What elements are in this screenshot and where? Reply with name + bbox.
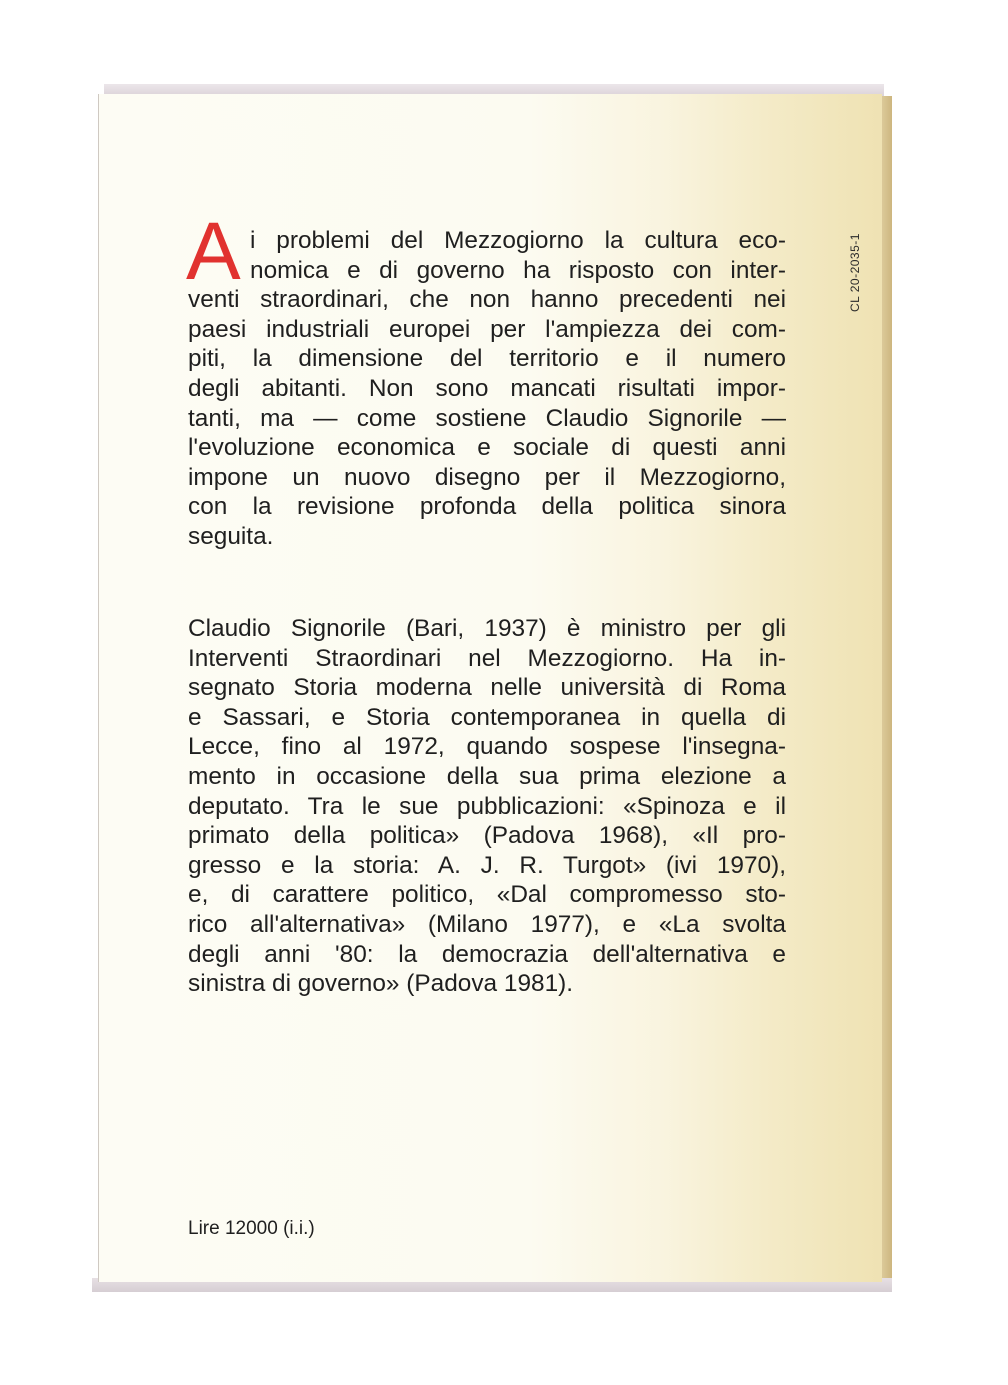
text-line: gresso e la storia: A. J. R. Turgot» (ivi 1970),	[188, 851, 786, 879]
text-line: mento in occasione della sua prima elezione a	[188, 762, 786, 790]
catalog-code: CL 20-2035-1	[848, 233, 862, 312]
text-line: Claudio Signorile (Bari, 1937) è ministro per gli	[188, 615, 786, 642]
drop-cap: A	[186, 206, 241, 297]
text-line: e, di carattere politico, «Dal compromesso sto-	[188, 881, 786, 909]
text-line: degli abitanti. Non sono mancati risultati impor-	[188, 374, 786, 402]
text-line: segnato Storia moderna nelle università di Roma	[188, 674, 786, 702]
text-line: degli anni '80: la democrazia dell'alternativa e	[188, 940, 786, 968]
text-line: sinistra di governo» (Padova 1981).	[188, 970, 574, 998]
text-line: primato della politica» (Padova 1968), «Il pro-	[188, 822, 786, 850]
text-line: paesi industriali europei per l'ampiezza dei com-	[188, 315, 786, 343]
text-line: Lecce, fino al 1972, quando sospese l'insegna-	[188, 733, 786, 761]
text-line: venti straordinari, che non hanno precedenti nei	[188, 286, 786, 314]
text-line: seguita.	[188, 522, 274, 550]
author-bio-paragraph	[188, 614, 786, 999]
text-line: nomica e di governo ha risposto con inter-	[250, 256, 786, 284]
text-line: deputato. Tra le sue pubblicazioni: «Spinoza e il	[188, 792, 786, 820]
description-paragraph	[188, 226, 786, 552]
text-line: impone un nuovo disegno per il Mezzogiorno,	[188, 463, 786, 491]
text-line: rico all'alternativa» (Milano 1977), e «La svolta	[188, 910, 786, 938]
text-line: e Sassari, e Storia contemporanea in quella di	[188, 703, 786, 731]
text-line: piti, la dimensione del territorio e il numero	[188, 345, 786, 373]
text-line: Interventi Straordinari nel Mezzogiorno. Ha in-	[188, 644, 786, 672]
text-line: con la revisione profonda della politica sinora	[188, 493, 786, 521]
text-line: l'evoluzione economica e sociale di questi anni	[188, 434, 786, 462]
price-label: Lire 12000 (i.i.)	[188, 1218, 315, 1239]
text-line: i problemi del Mezzogiorno la cultura eco-	[250, 227, 786, 254]
text-line: tanti, ma — come sostiene Claudio Signorile —	[188, 404, 786, 432]
